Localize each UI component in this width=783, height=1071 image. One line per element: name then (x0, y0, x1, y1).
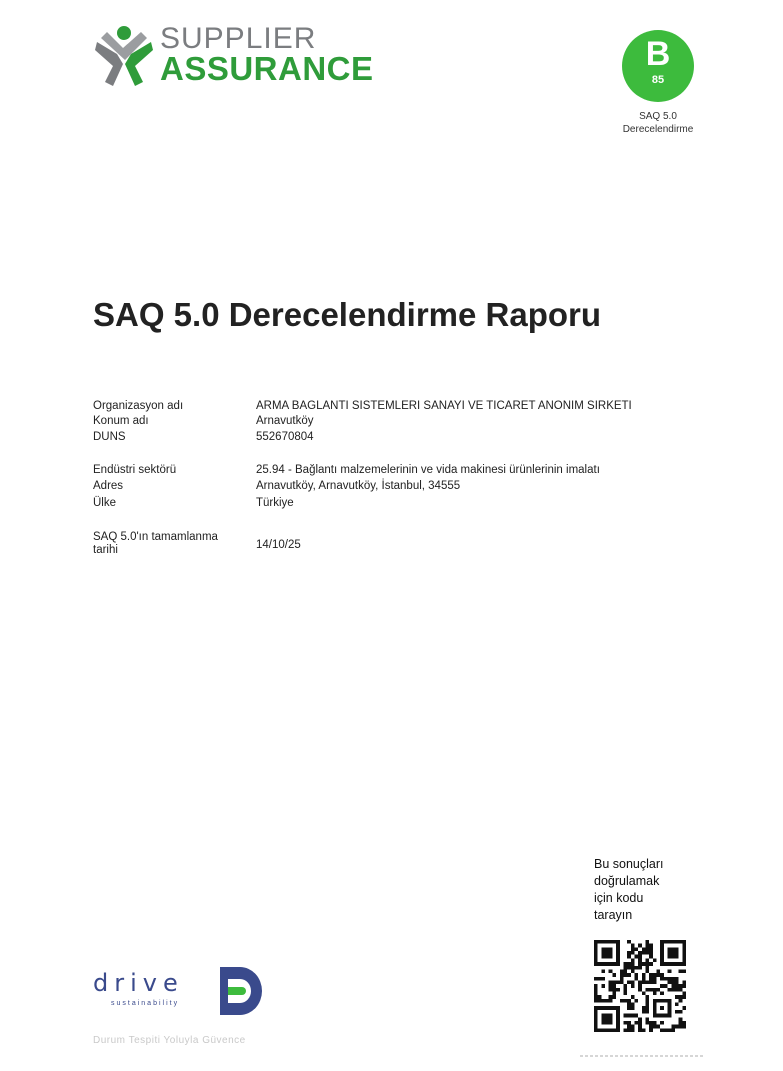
completion-label (93, 531, 243, 557)
logo-text-supplier: SUPPLIER (160, 22, 317, 55)
completion-label-line2: tarihi (93, 544, 118, 556)
rating-caption-line2: Derecelendirme (622, 124, 694, 135)
org-label: Organizasyon adı (93, 400, 184, 412)
drive-d-icon (218, 965, 264, 1017)
verify-instructions (594, 856, 694, 924)
rating-score: 85 (651, 74, 665, 86)
verify-line1: Bu sonuçları (594, 857, 664, 871)
page-title: SAQ 5.0 Derecelendirme Raporu (93, 296, 602, 333)
drive-subtitle: sustainability (111, 1000, 180, 1007)
drive-wordmark: drive (93, 969, 184, 997)
rating-caption-line1: SAQ 5.0 (639, 111, 677, 122)
rating-caption (600, 110, 716, 136)
sector-label: Endüstri sektörü (93, 464, 177, 476)
drive-sustainability-logo (93, 965, 283, 1050)
rating-badge (622, 30, 694, 102)
country-label: Ülke (93, 497, 117, 509)
country-value: Türkiye (256, 497, 294, 509)
site-label: Konum adı (93, 415, 149, 427)
verification-qr-code[interactable] (594, 940, 686, 1032)
address-value: Arnavutköy, Arnavutköy, İstanbul, 34555 (256, 480, 461, 492)
completion-label-line1: SAQ 5.0'ın tamamlanma (93, 531, 218, 543)
duns-label: DUNS (93, 431, 126, 443)
address-label: Adres (93, 480, 124, 492)
sector-value: 25.94 - Bağlantı malzemelerinin ve vida makinesi ürünlerinin imalatı (256, 464, 600, 476)
supplier-assurance-logo (93, 24, 383, 94)
supplier-assurance-figure-icon (93, 24, 155, 90)
rating-grade: B (645, 35, 671, 73)
verify-line2: doğrulamak (594, 874, 660, 888)
verify-line3: için kodu (594, 891, 644, 905)
site-value: Arnavutköy (256, 415, 314, 427)
qr-footnote-decoration (580, 1053, 705, 1059)
org-value: ARMA BAGLANTI SISTEMLERI SANAYI VE TICARET ANONIM SIRKETI (256, 400, 632, 412)
verify-line4: tarayın (594, 908, 633, 922)
completion-value: 14/10/25 (256, 539, 301, 551)
logo-text-assurance: ASSURANCE (160, 50, 374, 87)
drive-tagline: Durum Tespiti Yoluyla Güvence (93, 1035, 246, 1046)
duns-value: 552670804 (256, 431, 314, 443)
